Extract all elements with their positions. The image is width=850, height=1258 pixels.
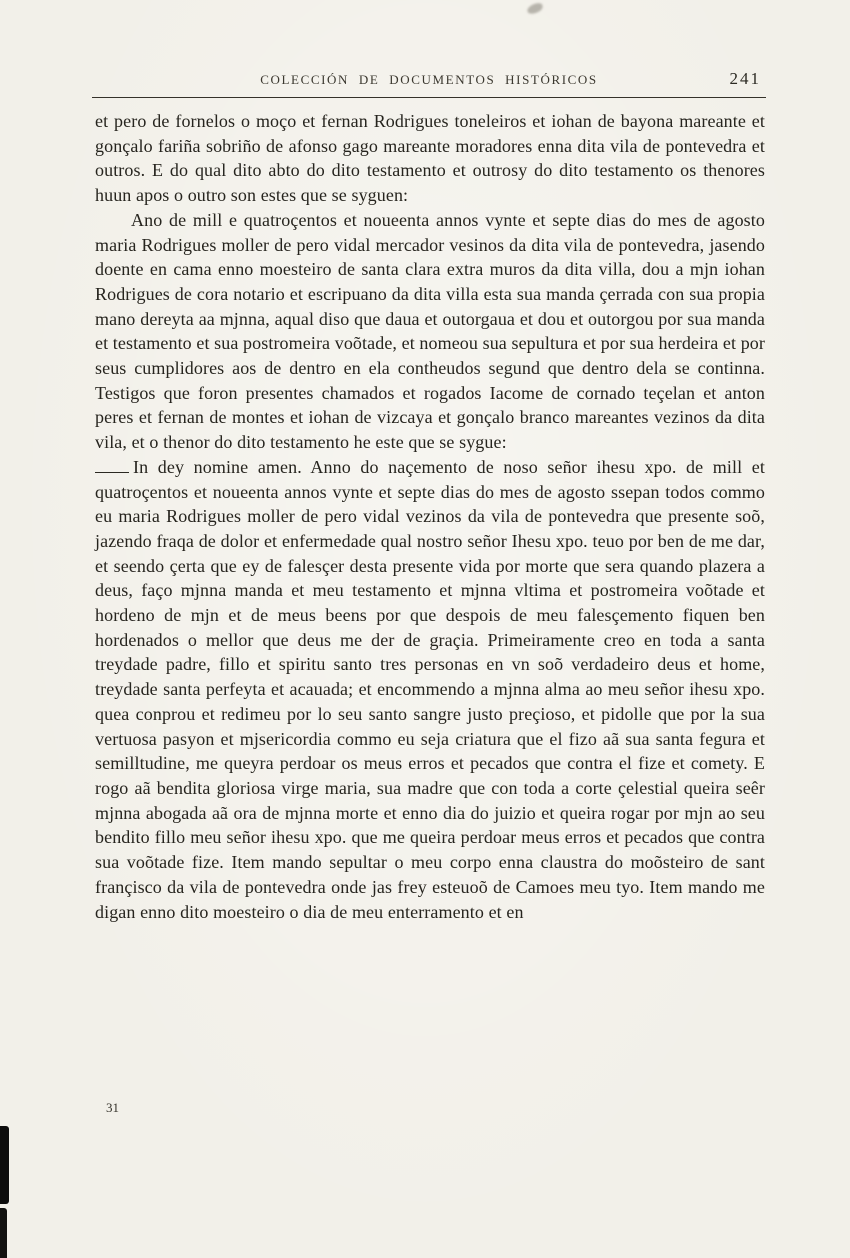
header-rule <box>92 97 766 98</box>
scan-smudge-mark <box>526 2 544 16</box>
paragraph-continuation: et pero de fornelos o moço et fernan Rodrigues toneleiros et iohan de bayona mareante et gonçalo fariña sobriño de afonso gago mareante moradores enna dita vila de pontevedra et outros. E do qual dito abto do dito testamento et outrosy do dito testamento os thenores huun apos o outro son estes que se syguen: <box>95 111 765 206</box>
binding-ink-stain <box>0 1208 7 1258</box>
paragraph-testament-text: In dey nomine amen. Anno do naçemento de noso señor ihesu xpo. de mill et quatroçentos et noueenta annos vynte et septe dias do mes de agosto ssepan todos commo eu maria Rodrigues moller de pero vidal vezinos da vila de pontevedra que presente soõ, jazendo fraqa de dolor et enfermedade qual nostro señor Ihesu xpo. teuo por ben de me dar, et seendo çerta que ey de falesçer desta presente vida por morte que sera quando plazera a deus, faço mjnna manda et meu testamento et mjnna vltima et postromeira voõtade et hordeno de mjn et de meus beens por que despois de meu falesçemento fiquen ben hordenados o mellor que deus me der de graçia. Primeiramente creo en toda a santa treydade padre, fillo et spiritu santo tres personas en vn soõ verdadeiro deus et home, treydade santa perfeyta et acauada; et encommendo a mjnna alma ao meu señor ihesu xpo. quea conprou et redimeu por lo seu santo sangre justo preçioso, et pidolle que por la sua vertuosa pasyon et mjsericordia commo eu seja criatura que el fizo aã sua santa fegura et semilltudine, me queyra perdoar os meus erros et pecados que contra el fize et comety. E rogo aã bendita gloriosa virge maria, sua madre que con toda a corte çelestial queira seêr mjnna abogada aã ora de mjnna morte et enno dia do juizio et queira rogar por mjn ao seu bendito fillo meu señor ihesu xpo. que me queira perdoar meus erros et pecados que contra sua voõtade fize. Item mando sepultar o meu corpo enna claustra do moõsteiro de sant françisco da vila de pontevedra onde jas frey esteuoõ de Camoes meu tyo. Item mando me digan enno dito moesteiro o dia de meu enterramento et en <box>95 455 765 924</box>
binding-ink-stain <box>0 1126 9 1204</box>
page-number: 241 <box>729 69 761 88</box>
signature-mark: 31 <box>106 1100 119 1115</box>
document-body <box>95 109 765 924</box>
paragraph-testament-intro: Ano de mill e quatroçentos et noueenta annos vynte et septe dias do mes de agosto maria Rodrigues moller de pero vidal mercador vesinos da dita vila de pontevedra, jasendo doente en cama enno moesteiro de santa clara extra muros da dita villa, dou a mjn iohan Rodrigues de cora notario et escripuano da dita villa esta sua manda çerrada con sua propia mano dereyta aa mjnna, aqual diso que daua et outorgaua et dou et outorgou por sua manda et testamento et sua postromeira voõtade, et nomeou sua sepultura et por sua herdeira et por seus cumplidores aos de dentro en ela contheudos segund que dentro dela se continna. Testigos que foron presentes chamados et rogados Iacome de cornado teçelan et anton peres et fernan de montes et iohan de vizcaya et gonçalo branco mareantes vezinos da dita vila, et o thenor do dito testamento he este que se sygue: <box>95 209 765 453</box>
running-title: COLECCIÓN DE DOCUMENTOS HISTÓRICOS <box>260 72 598 87</box>
page-header <box>95 69 763 94</box>
